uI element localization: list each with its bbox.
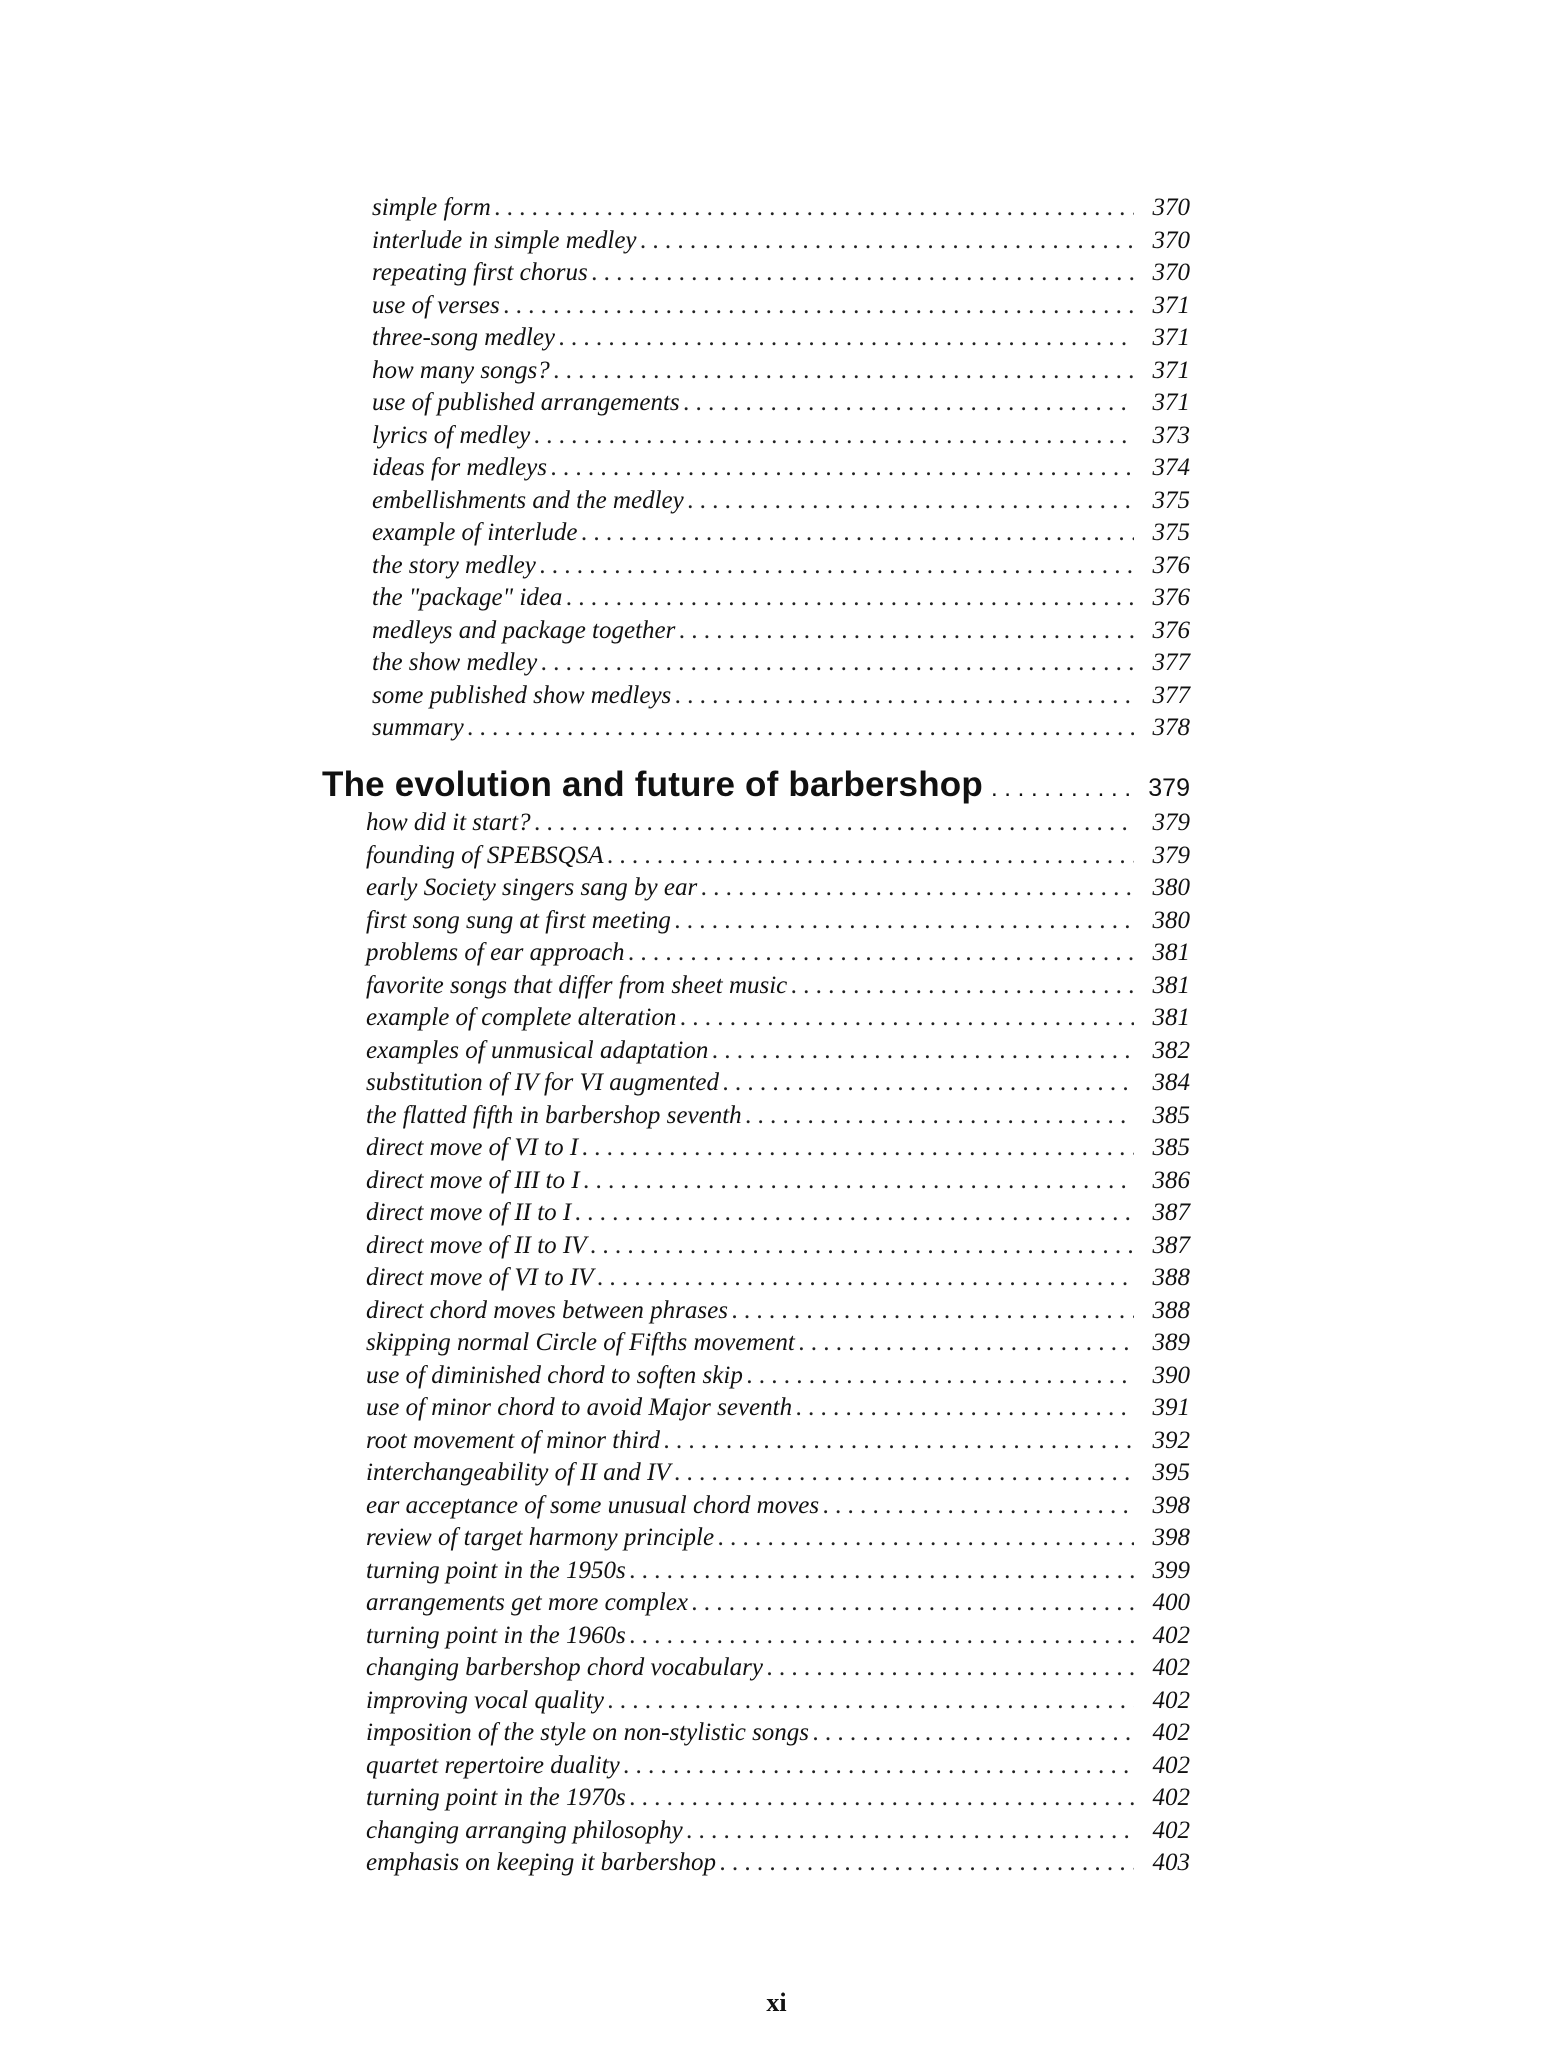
- toc-entry: [324, 1392, 1190, 1425]
- toc-entry: [324, 1197, 1190, 1230]
- toc-entry: [330, 192, 1190, 225]
- toc-entry: [324, 1295, 1190, 1328]
- toc-entry: [324, 1587, 1190, 1620]
- dot-leader: [723, 1067, 1134, 1100]
- toc-entry-label: medleys and package together: [372, 616, 676, 644]
- chapter-heading: The evolution and future of barbershop: [322, 765, 983, 804]
- toc-entry: [330, 550, 1190, 583]
- toc-entry-page-number: 402: [1152, 1751, 1190, 1779]
- toc-entry-label: arrangements get more complex: [366, 1589, 688, 1616]
- dot-leader: [675, 905, 1134, 938]
- toc-entry: [324, 1327, 1190, 1360]
- toc-entry-label: use of published arrangements: [372, 389, 680, 416]
- toc-entry-page-number: 377: [1152, 649, 1190, 676]
- dot-leader: [540, 550, 1134, 583]
- toc-entry-label: direct chord moves between phrases: [366, 1296, 728, 1324]
- toc-entry-page-number: 386: [1152, 1166, 1190, 1194]
- toc-entry-page-number: 385: [1152, 1101, 1190, 1129]
- toc-entry-page-number: 382: [1152, 1036, 1190, 1064]
- toc-entry-page-number: 402: [1152, 1654, 1190, 1681]
- dot-leader: [680, 1002, 1134, 1035]
- toc-entry: [324, 1555, 1190, 1588]
- toc-entry: [324, 1165, 1190, 1198]
- toc-entry: [330, 647, 1190, 680]
- toc-entry-label: the flatted fifth in barbershop seventh: [366, 1101, 742, 1129]
- dot-leader: [559, 322, 1134, 355]
- toc-entry-page-number: 377: [1152, 681, 1190, 709]
- toc-entry-label: founding of SPEBSQSA: [366, 841, 604, 869]
- toc-entry-label: problems of ear approach: [366, 939, 625, 966]
- toc-entry: [324, 1425, 1190, 1458]
- toc-entry-page-number: 373: [1152, 421, 1190, 449]
- toc-entry-label: interchangeability of II and IV: [366, 1459, 671, 1486]
- toc-entry-page-number: 381: [1152, 1004, 1190, 1031]
- dot-leader: [692, 1587, 1134, 1620]
- dot-leader: [468, 712, 1134, 745]
- toc-entry-label: favorite songs that differ from sheet music: [366, 971, 788, 999]
- toc-entry: [330, 355, 1190, 388]
- dot-leader: [684, 387, 1134, 420]
- dot-leader: [630, 1620, 1134, 1653]
- toc-entry: [324, 1132, 1190, 1165]
- toc-entry-label: the "package" idea: [372, 584, 563, 611]
- toc-entry-label: embellishments and the medley: [372, 486, 684, 514]
- dot-leader: [630, 1555, 1134, 1588]
- toc-entry-label: changing barbershop chord vocabulary: [366, 1654, 763, 1681]
- toc-entry-page-number: 378: [1152, 714, 1190, 741]
- toc-entry-page-number: 399: [1152, 1556, 1190, 1584]
- toc-entry-label: early Society singers sang by ear: [366, 874, 698, 901]
- toc-entry-label: emphasis on keeping it barbershop: [366, 1849, 716, 1876]
- toc-entry-page-number: 371: [1152, 356, 1190, 384]
- toc-entry-label: the show medley: [372, 649, 538, 676]
- toc-entry-page-number: 402: [1152, 1784, 1190, 1811]
- toc-entry-label: summary: [372, 714, 464, 741]
- dot-leader: [718, 1522, 1134, 1555]
- toc-entry-label: direct move of VI to IV: [366, 1264, 594, 1291]
- dot-leader: [712, 1035, 1134, 1068]
- toc-entry-label: turning point in the 1950s: [366, 1556, 626, 1584]
- dot-leader: [504, 290, 1134, 323]
- toc-entry-page-number: 388: [1152, 1296, 1190, 1324]
- toc-entry-label: quartet repertoire duality: [366, 1751, 620, 1779]
- toc-entry-label: turning point in the 1960s: [366, 1621, 626, 1649]
- toc-entry-label: improving vocal quality: [366, 1686, 604, 1714]
- dot-leader: [534, 420, 1134, 453]
- dot-leader: [813, 1717, 1134, 1750]
- toc-entry: [330, 582, 1190, 615]
- toc-entry-page-number: 387: [1152, 1199, 1190, 1226]
- toc-entry-page-number: 376: [1152, 584, 1190, 611]
- toc-entry-page-number: 402: [1152, 1816, 1190, 1844]
- toc-entry-page-number: 402: [1152, 1719, 1190, 1746]
- toc-entry-page-number: 391: [1152, 1394, 1190, 1421]
- toc-entry-page-number: 395: [1152, 1459, 1190, 1486]
- toc-entry-page-number: 376: [1152, 551, 1190, 579]
- toc-entry-page-number: 374: [1152, 454, 1190, 481]
- toc-entry: [324, 1717, 1190, 1750]
- toc-entry-page-number: 370: [1152, 226, 1190, 254]
- toc-entry-page-number: 388: [1152, 1264, 1190, 1291]
- toc-entry-page-number: 371: [1152, 291, 1190, 319]
- toc-entry-page-number: 380: [1152, 906, 1190, 934]
- toc-entry: [324, 1100, 1190, 1133]
- toc-entry: [324, 1522, 1190, 1555]
- toc-entry: [324, 1652, 1190, 1685]
- dot-leader: [495, 192, 1134, 225]
- toc-entry-page-number: 392: [1152, 1426, 1190, 1454]
- toc-entry-label: direct move of VI to I: [366, 1134, 579, 1161]
- toc-entry-page-number: 370: [1152, 259, 1190, 286]
- dot-leader: [608, 1685, 1134, 1718]
- toc-entry-label: use of minor chord to avoid Major seventh: [366, 1394, 793, 1421]
- toc-entry: [324, 1490, 1190, 1523]
- dot-leader: [799, 1327, 1134, 1360]
- toc-entry-page-number: 381: [1152, 971, 1190, 999]
- toc-entry-label: example of interlude: [372, 519, 578, 546]
- dot-leader: [796, 1392, 1134, 1425]
- dot-leader: [746, 1100, 1134, 1133]
- toc-section-evolution: [322, 765, 1190, 1880]
- toc-entry-page-number: 402: [1152, 1686, 1190, 1714]
- dot-leader: [566, 582, 1134, 615]
- dot-leader: [767, 1652, 1134, 1685]
- toc-entry: [324, 872, 1190, 905]
- toc-entry: [324, 970, 1190, 1003]
- toc-entry-label: examples of unmusical adaptation: [366, 1036, 709, 1064]
- toc-entry: [324, 1620, 1190, 1653]
- dot-leader: [747, 1360, 1134, 1393]
- toc-entry: [330, 712, 1190, 745]
- toc-entry-page-number: 389: [1152, 1329, 1190, 1356]
- toc-entry-label: how did it start?: [366, 809, 531, 836]
- dot-leader: [554, 355, 1134, 388]
- toc-entry: [330, 322, 1190, 355]
- dot-leader: [688, 485, 1134, 518]
- toc-entry-label: turning point in the 1970s: [366, 1784, 626, 1811]
- dot-leader: [679, 615, 1134, 648]
- toc-entry: [330, 257, 1190, 290]
- toc-entry-label: changing arranging philosophy: [366, 1816, 683, 1844]
- toc-entry-label: some published show medleys: [372, 681, 672, 709]
- toc-entry-label: lyrics of medley: [372, 421, 531, 449]
- toc-entry-page-number: 400: [1152, 1589, 1190, 1616]
- dot-leader: [991, 775, 1134, 803]
- dot-leader: [607, 840, 1134, 873]
- dot-leader: [701, 872, 1134, 905]
- toc-entry: [324, 807, 1190, 840]
- dot-leader: [624, 1750, 1134, 1783]
- toc-entry: [330, 680, 1190, 713]
- chapter-page-number: 379: [1148, 774, 1190, 802]
- toc-entry: [330, 517, 1190, 550]
- toc-entry: [330, 420, 1190, 453]
- toc-entry-page-number: 380: [1152, 874, 1190, 901]
- toc-entry-label: repeating first chorus: [372, 259, 588, 286]
- toc-entry-page-number: 387: [1152, 1231, 1190, 1259]
- dot-leader: [584, 1165, 1134, 1198]
- toc-entry-label: three-song medley: [372, 324, 556, 351]
- toc-entry-page-number: 398: [1152, 1524, 1190, 1551]
- toc-entry: [330, 387, 1190, 420]
- toc-entry: [324, 905, 1190, 938]
- toc-entry-page-number: 376: [1152, 616, 1190, 644]
- toc-entry: [324, 1002, 1190, 1035]
- toc-entry-label: ear acceptance of some unusual chord moves: [366, 1491, 820, 1519]
- toc-entry: [324, 937, 1190, 970]
- toc-entry-page-number: 384: [1152, 1069, 1190, 1096]
- toc-entry: [330, 225, 1190, 258]
- toc-entry: [330, 290, 1190, 323]
- toc-entry-page-number: 390: [1152, 1361, 1190, 1389]
- toc-entry-page-number: 370: [1152, 194, 1190, 221]
- toc-entry: [324, 1815, 1190, 1848]
- toc-entry-label: simple form: [372, 194, 491, 221]
- dot-leader: [591, 1230, 1134, 1263]
- toc-entry-label: review of target harmony principle: [366, 1524, 715, 1551]
- toc-entry-page-number: 371: [1152, 389, 1190, 416]
- toc-entry: [324, 1360, 1190, 1393]
- dot-leader: [630, 1782, 1134, 1815]
- toc-section-medley: [330, 192, 1190, 745]
- toc-entry-page-number: 403: [1152, 1849, 1190, 1876]
- toc-entry-page-number: 375: [1152, 519, 1190, 546]
- toc-entry: [330, 485, 1190, 518]
- dot-leader: [582, 1132, 1134, 1165]
- dot-leader: [535, 807, 1134, 840]
- toc-entry-list: [330, 807, 1190, 1880]
- dot-leader: [791, 970, 1134, 1003]
- toc-entry-page-number: 375: [1152, 486, 1190, 514]
- toc-entry-page-number: 371: [1152, 324, 1190, 351]
- toc-entry: [330, 452, 1190, 485]
- toc-entry-label: direct move of II to IV: [366, 1231, 587, 1259]
- toc-entry-label: use of diminished chord to soften skip: [366, 1361, 743, 1389]
- dot-leader: [575, 1197, 1134, 1230]
- toc-entry-page-number: 402: [1152, 1621, 1190, 1649]
- dot-leader: [675, 680, 1134, 713]
- dot-leader: [823, 1490, 1134, 1523]
- toc-entry-label: first song sung at first meeting: [366, 906, 671, 934]
- toc-entry-page-number: 379: [1152, 841, 1190, 869]
- toc-entry-page-number: 381: [1152, 939, 1190, 966]
- toc-entry: [324, 840, 1190, 873]
- toc-entry-label: direct move of II to I: [366, 1199, 572, 1226]
- toc-entry: [324, 1847, 1190, 1880]
- toc-entry: [324, 1067, 1190, 1100]
- dot-leader: [675, 1457, 1134, 1490]
- chapter-heading-row: [322, 765, 1190, 807]
- dot-leader: [597, 1262, 1134, 1295]
- toc-entry-label: example of complete alteration: [366, 1004, 677, 1031]
- toc-entry-page-number: 385: [1152, 1134, 1190, 1161]
- toc-entry: [324, 1750, 1190, 1783]
- toc-entry: [324, 1457, 1190, 1490]
- dot-leader: [641, 225, 1134, 258]
- toc-entry-label: interlude in simple medley: [372, 226, 637, 254]
- toc-entry: [324, 1035, 1190, 1068]
- toc-entry: [324, 1685, 1190, 1718]
- toc-entry-label: imposition of the style on non-stylistic songs: [366, 1719, 810, 1746]
- toc-entry-label: ideas for medleys: [372, 454, 547, 481]
- toc-entry-label: skipping normal Circle of Fifths movement: [366, 1329, 795, 1356]
- toc-entry-label: root movement of minor third: [366, 1426, 660, 1454]
- toc-entry: [330, 615, 1190, 648]
- dot-leader: [732, 1295, 1134, 1328]
- toc-entry-page-number: 379: [1152, 809, 1190, 836]
- toc-entry-label: the story medley: [372, 551, 536, 579]
- dot-leader: [582, 517, 1135, 550]
- dot-leader: [687, 1815, 1134, 1848]
- toc-entry-label: use of verses: [372, 291, 500, 319]
- toc-entry-page-number: 398: [1152, 1491, 1190, 1519]
- toc-entry-label: direct move of III to I: [366, 1166, 580, 1194]
- dot-leader: [541, 647, 1134, 680]
- toc-entry: [324, 1782, 1190, 1815]
- dot-leader: [629, 937, 1134, 970]
- page-folio: xi: [766, 1988, 787, 2017]
- toc-entry: [324, 1230, 1190, 1263]
- dot-leader: [664, 1425, 1134, 1458]
- toc-entry-label: substitution of IV for VI augmented: [366, 1069, 719, 1096]
- toc-entry: [324, 1262, 1190, 1295]
- toc-entry-label: how many songs?: [372, 356, 550, 384]
- dot-leader: [720, 1847, 1134, 1880]
- dot-leader: [592, 257, 1134, 290]
- dot-leader: [551, 452, 1134, 485]
